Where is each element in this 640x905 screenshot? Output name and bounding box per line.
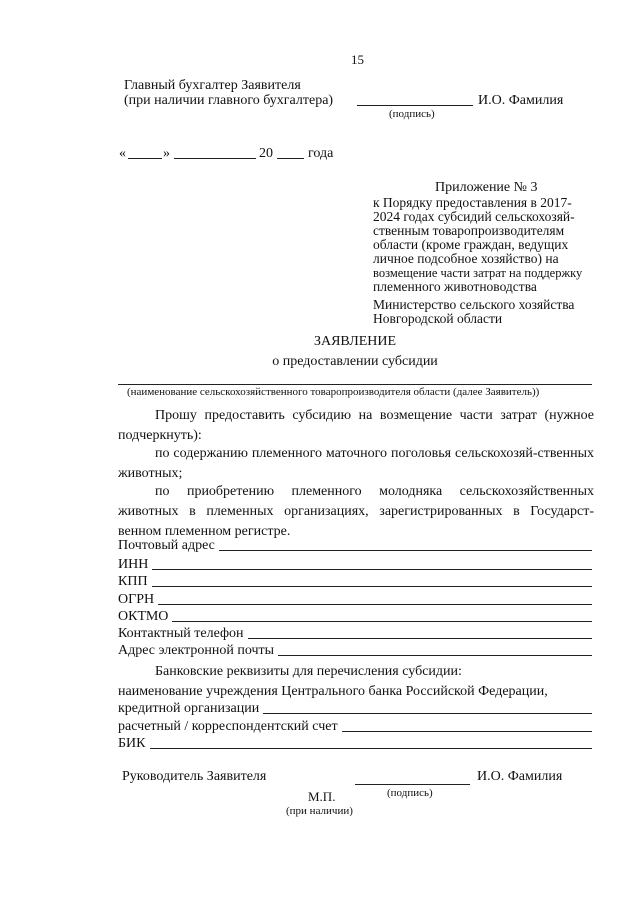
addressee-line2: Новгородской области bbox=[373, 311, 503, 326]
chief-accountant-signature-caption: (подпись) bbox=[389, 108, 435, 120]
field-line[interactable] bbox=[278, 655, 592, 656]
field-line[interactable] bbox=[342, 731, 592, 732]
field-line[interactable] bbox=[248, 638, 592, 639]
request-option-maintenance[interactable]: по содержанию племенного маточного поголовья сельскохозяй-ственных животных; bbox=[118, 446, 594, 481]
field-bank-name[interactable] bbox=[118, 699, 592, 717]
field-label: ОКТМО bbox=[118, 609, 169, 624]
stamp-label: М.П. bbox=[308, 789, 336, 804]
field-account[interactable] bbox=[118, 717, 592, 735]
date-day-line[interactable] bbox=[128, 158, 162, 159]
appendix-line: к Порядку предоставления в 2017- bbox=[373, 195, 572, 210]
chief-accountant-name: И.О. Фамилия bbox=[478, 93, 564, 108]
appendix-line: области (кроме граждан, ведущих bbox=[373, 237, 569, 252]
field-email[interactable] bbox=[118, 641, 592, 659]
field-label: БИК bbox=[118, 736, 146, 751]
field-line[interactable] bbox=[150, 748, 593, 749]
field-line[interactable] bbox=[263, 713, 592, 714]
appendix-line: личное подсобное хозяйство) на bbox=[373, 251, 559, 266]
appendix-title: Приложение № 3 bbox=[435, 180, 538, 195]
date-year-line[interactable] bbox=[277, 158, 304, 159]
field-line[interactable] bbox=[152, 569, 592, 570]
chief-accountant-line2: (при наличии главного бухгалтера) bbox=[124, 93, 334, 108]
date-open-quote: « bbox=[119, 146, 126, 161]
date-month-line[interactable] bbox=[174, 158, 256, 159]
field-label: Почтовый адрес bbox=[118, 538, 215, 553]
field-phone[interactable] bbox=[118, 624, 592, 642]
appendix-text bbox=[373, 196, 603, 294]
field-line[interactable] bbox=[219, 550, 592, 551]
field-line[interactable] bbox=[152, 586, 592, 587]
field-label: расчетный / корреспондентский счет bbox=[118, 719, 338, 734]
bank-name-line1: наименование учреждения Центрального банка Российской Федерации, bbox=[118, 684, 548, 699]
field-label: Адрес электронной почты bbox=[118, 643, 275, 658]
bank-intro: Банковские реквизиты для перечисления субсидии: bbox=[155, 664, 462, 679]
field-oktmo[interactable] bbox=[118, 607, 592, 625]
request-intro: Прошу предоставить субсидию на возмещение части затрат (нужное подчеркнуть): bbox=[118, 408, 594, 443]
date-close-quote: » bbox=[163, 146, 170, 161]
head-name: И.О. Фамилия bbox=[477, 769, 563, 784]
addressee-line1: Министерство сельского хозяйства bbox=[373, 297, 575, 312]
page-number: 15 bbox=[351, 52, 364, 67]
date-year-suffix: года bbox=[308, 146, 334, 161]
applicant-name-line[interactable] bbox=[118, 384, 592, 385]
chief-accountant-line1: Главный бухгалтер Заявителя bbox=[124, 78, 301, 93]
chief-accountant-signature-line[interactable] bbox=[357, 105, 473, 106]
appendix-line: 2024 годах субсидий сельскохозяй- bbox=[373, 209, 575, 224]
field-line[interactable] bbox=[172, 621, 592, 622]
document-subtitle bbox=[0, 354, 640, 370]
field-inn[interactable] bbox=[118, 555, 592, 573]
field-label: ОГРН bbox=[118, 592, 155, 607]
document-subtitle-text: о предоставлении субсидии bbox=[272, 354, 438, 369]
document-title bbox=[0, 334, 640, 350]
appendix-line: племенного животноводства bbox=[373, 279, 537, 294]
field-label: КПП bbox=[118, 574, 148, 589]
document-title-text: ЗАЯВЛЕНИЕ bbox=[313, 334, 397, 349]
stamp-note: (при наличии) bbox=[286, 805, 353, 817]
field-label: кредитной организации bbox=[118, 701, 260, 716]
head-signature-caption: (подпись) bbox=[387, 787, 433, 799]
field-bik[interactable] bbox=[118, 734, 592, 752]
field-ogrn[interactable] bbox=[118, 590, 592, 608]
field-kpp[interactable] bbox=[118, 572, 592, 590]
addressee bbox=[373, 298, 603, 326]
applicant-caption: (наименование сельскохозяйственного товаропроизводителя области (далее Заявитель)) bbox=[127, 386, 540, 398]
field-label: ИНН bbox=[118, 557, 149, 572]
field-postal-address[interactable] bbox=[118, 536, 592, 554]
appendix-line: возмещение части затрат на поддержку bbox=[373, 266, 583, 280]
date-year-prefix: 20 bbox=[259, 146, 273, 161]
head-label: Руководитель Заявителя bbox=[122, 769, 267, 784]
appendix-line: ственным товаропроизводителям bbox=[373, 223, 565, 238]
head-signature-line[interactable] bbox=[355, 784, 470, 785]
field-label: Контактный телефон bbox=[118, 626, 244, 641]
field-line[interactable] bbox=[158, 604, 592, 605]
request-option-purchase[interactable]: по приобретению племенного молодняка сельскохозяйственных животных в племенных организациях, зарегистрированных в Государст-венном племенном регистре. bbox=[118, 484, 594, 539]
